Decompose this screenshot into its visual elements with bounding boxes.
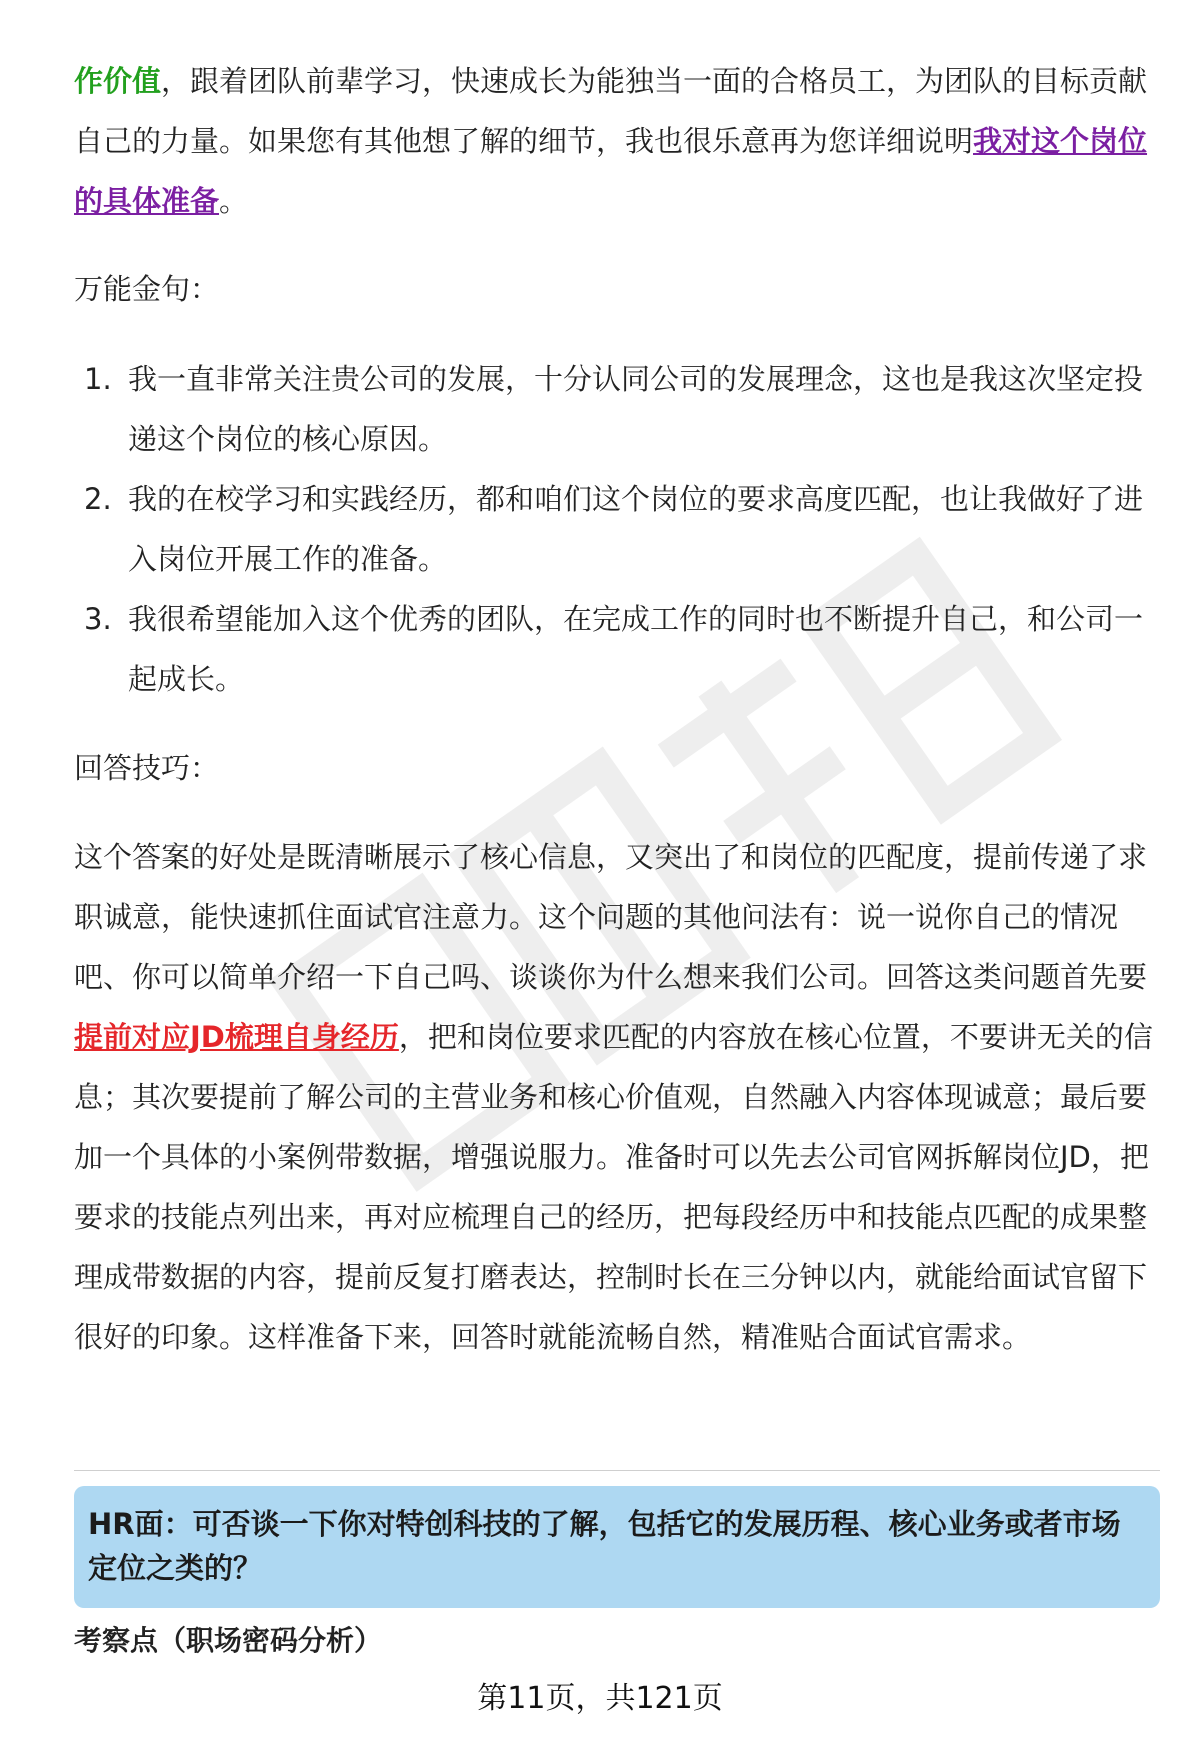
golden-sentences-list xyxy=(74,349,1160,709)
list-item xyxy=(74,349,1160,469)
jd-review-link[interactable]: 提前对应JD梳理自身经历 xyxy=(74,1020,399,1054)
list-item xyxy=(74,469,1160,589)
highlight-green-text: 作价值 xyxy=(74,64,162,98)
tips-paragraph xyxy=(74,827,1160,1367)
tips-text-b: ，把和岗位要求匹配的内容放在核心位置，不要讲无关的信息；其次要提前了解公司的主营业务和核心价值观，自然融入内容体现诚意；最后要加一个具体的小案例带数据，增强说服力。准备时可以先去公司官网拆解岗位JD，把要求的技能点列出来，再对应梳理自己的经历，把每段经历中和技能点匹配的成果整理成带数据的内容，提前反复打磨表达，控制时长在三分钟以内，就能给面试官留下很好的印象。这样准备下来，回答时就能流畅自然，精准贴合面试官需求。 xyxy=(74,1020,1153,1354)
tips-text-a: 这个答案的好处是既清晰展示了核心信息，又突出了和岗位的匹配度，提前传递了求职诚意，能快速抓住面试官注意力。这个问题的其他问法有：说一说你自己的情况吧、你可以简单介绍一下自己吗、谈谈你为什么想来我们公司。回答这类问题首先要 xyxy=(74,840,1148,994)
intro-text-b: 。 xyxy=(219,184,249,218)
page-footer: 第11页，共121页 xyxy=(477,1681,723,1716)
intro-text-a: ，跟着团队前辈学习，快速成长为能独当一面的合格员工，为团队的目标贡献自己的力量。如果您有其他想了解的细节，我也很乐意再为您详细说明 xyxy=(74,64,1148,158)
answer-tips-label: 回答技巧： xyxy=(74,751,220,785)
golden-sentences-label: 万能金句： xyxy=(74,272,220,306)
intro-paragraph xyxy=(74,51,1160,231)
hr-question-text: HR面：可否谈一下你对特创科技的了解，包括它的发展历程、核心业务或者市场定位之类的？ xyxy=(88,1507,1121,1585)
list-item-text: 我一直非常关注贵公司的发展，十分认同公司的发展理念，这也是我这次坚定投递这个岗位的核心原因。 xyxy=(128,362,1144,456)
list-number: 1. xyxy=(84,362,112,396)
list-item-text: 我很希望能加入这个优秀的团队，在完成工作的同时也不断提升自己，和公司一起成长。 xyxy=(128,602,1144,696)
hr-question-callout xyxy=(74,1486,1160,1608)
exam-points-heading: 考察点（职场密码分析） xyxy=(74,1624,383,1657)
list-item-text: 我的在校学习和实践经历，都和咱们这个岗位的要求高度匹配，也让我做好了进入岗位开展工作的准备。 xyxy=(128,482,1144,576)
section-divider xyxy=(74,1470,1160,1471)
list-item xyxy=(74,589,1160,709)
preparation-link[interactable]: 我对这个岗位的具体准备 xyxy=(74,124,1148,218)
list-number: 2. xyxy=(84,482,112,516)
list-number: 3. xyxy=(84,602,112,636)
